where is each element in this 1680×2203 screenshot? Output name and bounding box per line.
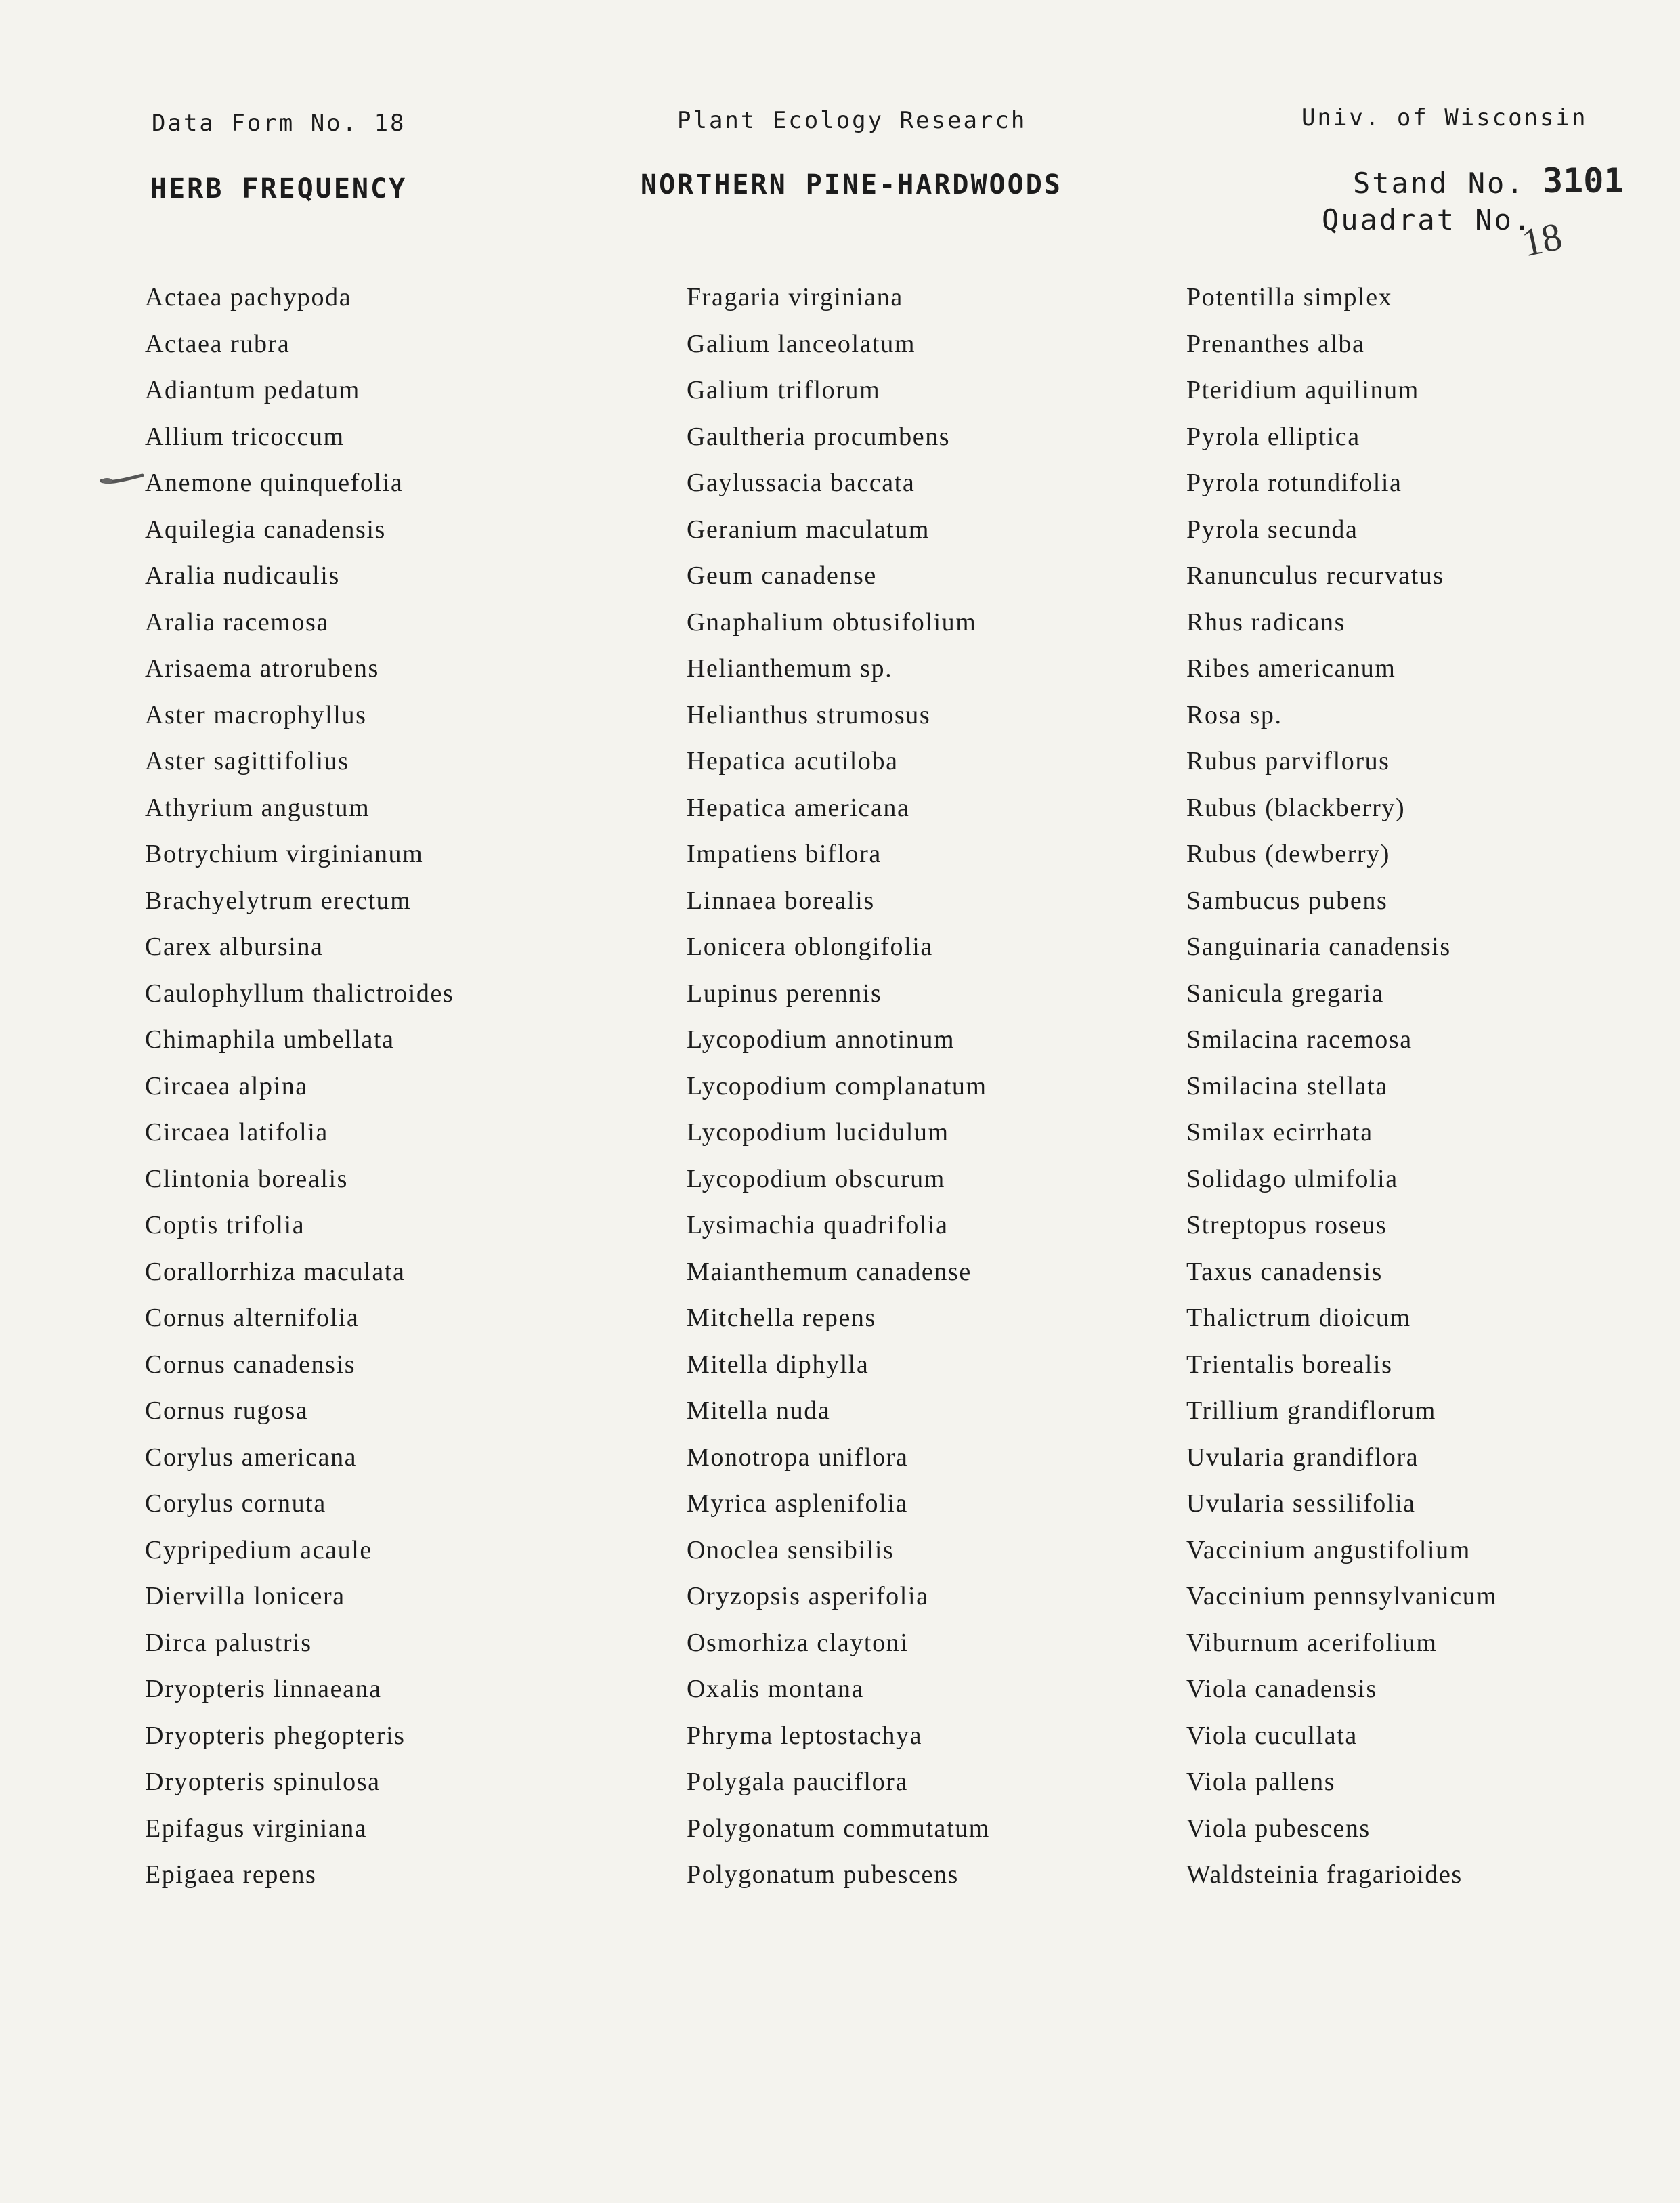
species-item: Viola canadensis bbox=[1186, 1675, 1377, 1703]
species-item: Botrychium virginianum bbox=[145, 840, 424, 868]
species-item: Polygonatum commutatum bbox=[687, 1814, 990, 1843]
species-item: Rubus (dewberry) bbox=[1186, 840, 1391, 868]
stand-number-label: Stand No. bbox=[1353, 167, 1526, 200]
species-item: Potentilla simplex bbox=[1186, 283, 1393, 312]
species-item: Cornus rugosa bbox=[145, 1396, 309, 1425]
species-item: Dryopteris linnaeana bbox=[145, 1675, 382, 1703]
species-item: Aster macrophyllus bbox=[145, 700, 367, 729]
species-item: Aralia racemosa bbox=[145, 607, 329, 637]
organization-name: Plant Ecology Research bbox=[677, 107, 1027, 134]
species-item: Uvularia grandiflora bbox=[1186, 1442, 1419, 1472]
species-item: Ranunculus recurvatus bbox=[1186, 561, 1444, 590]
species-item: Smilacina stellata bbox=[1186, 1071, 1388, 1100]
species-item: Lycopodium annotinum bbox=[687, 1025, 955, 1054]
species-item: Coptis trifolia bbox=[145, 1211, 305, 1239]
species-item: Corallorrhiza maculata bbox=[145, 1257, 406, 1286]
species-item: Corylus americana bbox=[145, 1442, 358, 1472]
species-item: Circaea latifolia bbox=[145, 1118, 328, 1147]
species-item: Mitella nuda bbox=[687, 1396, 831, 1425]
species-item: Lonicera oblongifolia bbox=[687, 933, 933, 961]
species-item: Viola cucullata bbox=[1186, 1721, 1358, 1750]
species-item: Anemone quinquefolia bbox=[145, 469, 404, 497]
species-item: Viola pallens bbox=[1186, 1768, 1336, 1796]
species-item: Rhus radicans bbox=[1186, 607, 1346, 637]
species-item: Trientalis borealis bbox=[1186, 1350, 1393, 1379]
species-item: Waldsteinia fragarioides bbox=[1186, 1860, 1463, 1889]
species-item: Pyrola secunda bbox=[1186, 515, 1358, 544]
species-column-1 bbox=[145, 274, 454, 1898]
species-item: Cornus alternifolia bbox=[145, 1304, 360, 1332]
species-item: Pyrola elliptica bbox=[1186, 422, 1360, 451]
species-item: Brachyelytrum erectum bbox=[145, 886, 412, 915]
species-item: Smilacina racemosa bbox=[1186, 1025, 1413, 1054]
community-title: NORTHERN PINE-HARDWOODS bbox=[641, 169, 1062, 200]
species-item: Vaccinium angustifolium bbox=[1186, 1535, 1471, 1564]
species-item: Ribes americanum bbox=[1186, 654, 1396, 683]
species-item: Epifagus virginiana bbox=[145, 1814, 368, 1843]
species-item: Thalictrum dioicum bbox=[1186, 1304, 1411, 1332]
species-item: Impatiens biflora bbox=[687, 840, 882, 868]
stand-number-value: 3101 bbox=[1543, 161, 1624, 200]
species-item: Gaylussacia baccata bbox=[687, 469, 916, 497]
species-item: Mitchella repens bbox=[687, 1304, 876, 1332]
species-item: Diervilla lonicera bbox=[145, 1582, 345, 1610]
species-item: Galium lanceolatum bbox=[687, 329, 916, 358]
species-column-3 bbox=[1186, 274, 1497, 1898]
species-item: Aquilegia canadensis bbox=[145, 515, 386, 544]
species-item: Aster sagittifolius bbox=[145, 747, 349, 775]
species-item: Allium tricoccum bbox=[145, 422, 345, 451]
species-item: Osmorhiza claytoni bbox=[687, 1628, 909, 1657]
species-item: Cypripedium acaule bbox=[145, 1535, 372, 1564]
species-item: Onoclea sensibilis bbox=[687, 1535, 895, 1564]
species-item: Sanicula gregaria bbox=[1186, 979, 1385, 1008]
institution-name: Univ. of Wisconsin bbox=[1301, 104, 1588, 131]
species-item: Trillium grandiflorum bbox=[1186, 1396, 1436, 1425]
species-item: Corylus cornuta bbox=[145, 1489, 326, 1518]
species-item: Athyrium angustum bbox=[145, 793, 370, 822]
species-item: Geranium maculatum bbox=[687, 515, 930, 544]
species-item: Sanguinaria canadensis bbox=[1186, 933, 1451, 961]
species-item: Monotropa uniflora bbox=[687, 1442, 909, 1472]
species-item: Aralia nudicaulis bbox=[145, 561, 340, 590]
species-item: Hepatica acutiloba bbox=[687, 747, 899, 775]
species-item: Polygonatum pubescens bbox=[687, 1860, 959, 1889]
species-item: Lysimachia quadrifolia bbox=[687, 1211, 949, 1239]
species-item: Lycopodium lucidulum bbox=[687, 1118, 949, 1147]
species-item: Viola pubescens bbox=[1186, 1814, 1371, 1843]
species-item: Gaultheria procumbens bbox=[687, 422, 951, 451]
species-item: Prenanthes alba bbox=[1186, 329, 1365, 358]
species-item: Rubus parviflorus bbox=[1186, 747, 1390, 775]
species-item: Myrica asplenifolia bbox=[687, 1489, 908, 1518]
species-item: Viburnum acerifolium bbox=[1186, 1628, 1438, 1657]
species-item: Sambucus pubens bbox=[1186, 886, 1388, 915]
species-item: Linnaea borealis bbox=[687, 886, 875, 915]
species-item: Gnaphalium obtusifolium bbox=[687, 607, 977, 637]
species-item: Streptopus roseus bbox=[1186, 1211, 1387, 1239]
species-item: Helianthus strumosus bbox=[687, 700, 931, 729]
species-item: Oxalis montana bbox=[687, 1675, 864, 1703]
species-item: Dryopteris phegopteris bbox=[145, 1721, 406, 1750]
species-item: Dryopteris spinulosa bbox=[145, 1768, 381, 1796]
species-item: Arisaema atrorubens bbox=[145, 654, 379, 683]
species-item: Maianthemum canadense bbox=[687, 1257, 972, 1286]
species-item: Taxus canadensis bbox=[1186, 1257, 1383, 1286]
species-item: Smilax ecirrhata bbox=[1186, 1118, 1373, 1147]
species-item: Lycopodium obscurum bbox=[687, 1164, 945, 1193]
species-item: Pteridium aquilinum bbox=[1186, 376, 1419, 404]
form-title: HERB FREQUENCY bbox=[150, 173, 408, 205]
species-item: Helianthemum sp. bbox=[687, 654, 893, 683]
species-item: Epigaea repens bbox=[145, 1860, 317, 1889]
species-item: Pyrola rotundifolia bbox=[1186, 469, 1402, 497]
species-item: Oryzopsis asperifolia bbox=[687, 1582, 929, 1610]
species-item: Lycopodium complanatum bbox=[687, 1071, 987, 1100]
species-item: Carex albursina bbox=[145, 933, 324, 961]
species-item: Geum canadense bbox=[687, 561, 877, 590]
species-item: Caulophyllum thalictroides bbox=[145, 979, 454, 1008]
species-item: Phryma leptostachya bbox=[687, 1721, 923, 1750]
species-item: Vaccinium pennsylvanicum bbox=[1186, 1582, 1498, 1610]
quadrat-number-label: Quadrat No. bbox=[1322, 203, 1533, 236]
form-number: Data Form No. 18 bbox=[152, 110, 406, 137]
species-item: Hepatica americana bbox=[687, 793, 910, 822]
species-item: Galium triflorum bbox=[687, 376, 881, 404]
species-column-2 bbox=[687, 274, 990, 1898]
quadrat-number-value: 18 bbox=[1517, 213, 1566, 265]
species-item: Clintonia borealis bbox=[145, 1164, 349, 1193]
species-item: Uvularia sessilifolia bbox=[1186, 1489, 1416, 1518]
species-item: Adiantum pedatum bbox=[145, 376, 360, 404]
species-item: Actaea pachypoda bbox=[145, 283, 352, 312]
species-item: Circaea alpina bbox=[145, 1071, 308, 1100]
species-item: Actaea rubra bbox=[145, 329, 290, 358]
species-item: Polygala pauciflora bbox=[687, 1768, 908, 1796]
species-item: Solidago ulmifolia bbox=[1186, 1164, 1398, 1193]
species-item: Rosa sp. bbox=[1186, 700, 1283, 729]
species-item: Cornus canadensis bbox=[145, 1350, 356, 1379]
species-item: Mitella diphylla bbox=[687, 1350, 869, 1379]
species-item: Lupinus perennis bbox=[687, 979, 882, 1008]
species-item: Chimaphila umbellata bbox=[145, 1025, 395, 1054]
species-item: Fragaria virginiana bbox=[687, 283, 903, 312]
species-item: Rubus (blackberry) bbox=[1186, 793, 1406, 822]
species-item: Dirca palustris bbox=[145, 1628, 312, 1657]
